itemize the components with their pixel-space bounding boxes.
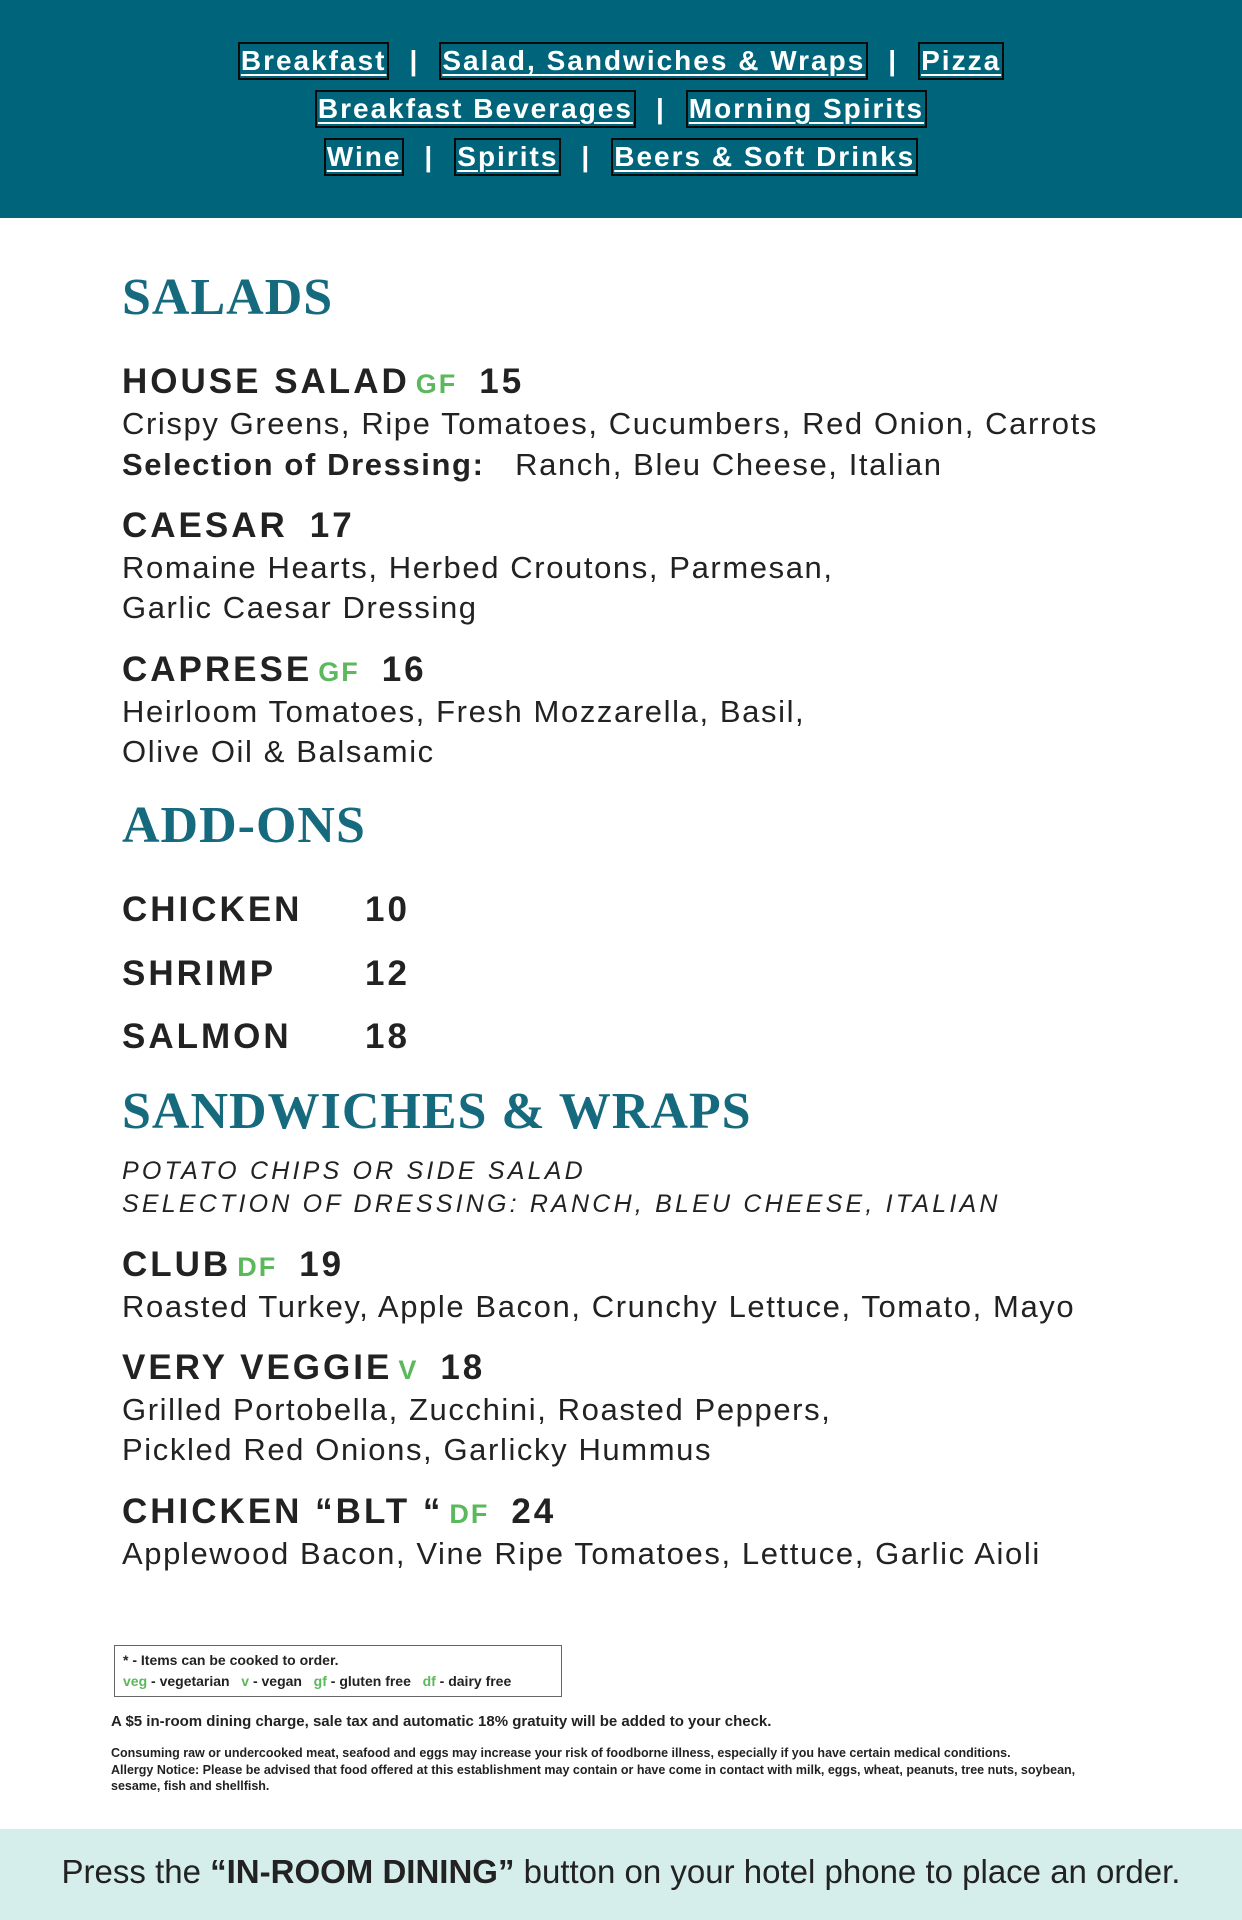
legend-code-df: df <box>422 1673 436 1689</box>
addon-price: 12 <box>365 954 410 993</box>
legend-text-df: - dairy free <box>435 1673 512 1689</box>
nav-row-1 <box>0 42 1242 80</box>
addon-name: CHICKEN <box>122 890 303 929</box>
item-price: 18 <box>440 1348 486 1387</box>
section-title-salads: SALADS <box>122 269 334 326</box>
item-price: 15 <box>479 362 525 401</box>
nav-row-3 <box>0 138 1242 176</box>
nav-link-spirits[interactable]: Spirits <box>454 138 561 176</box>
item-description: Grilled Portobella, Zucchini, Roasted Peppers, <box>122 1392 832 1427</box>
order-instructions-banner <box>0 1829 1242 1920</box>
sandwich-side-note: POTATO CHIPS OR SIDE SALAD <box>122 1157 586 1185</box>
nav-separator: | <box>655 93 666 124</box>
addon-item-shrimp <box>122 954 410 994</box>
item-name: CLUB <box>122 1245 232 1284</box>
nav-separator: | <box>424 141 435 172</box>
diet-tag-df: DF <box>237 1252 278 1282</box>
addon-name: SHRIMP <box>122 954 277 993</box>
foodborne-illness-warning: Consuming raw or undercooked meat, seafood and eggs may increase your risk of foodborne illness, especially if you have certain medical conditions. <box>111 1746 1011 1760</box>
legend-codes <box>123 1671 553 1692</box>
order-instructions-text <box>0 1853 1242 1891</box>
section-title-sandwiches-wraps: SANDWICHES & WRAPS <box>122 1083 752 1140</box>
legend-code-v: v <box>241 1673 250 1689</box>
menu-item-house-salad <box>122 362 524 402</box>
menu-item-chicken-blt <box>122 1492 556 1532</box>
diet-tag-gf: GF <box>415 369 458 399</box>
item-description: Heirloom Tomatoes, Fresh Mozzarella, Basil, <box>122 694 806 729</box>
item-description: Applewood Bacon, Vine Ripe Tomatoes, Lettuce, Garlic Aioli <box>122 1536 1041 1571</box>
dietary-legend <box>114 1645 562 1697</box>
menu-item-caprese <box>122 650 427 690</box>
allergy-notice: Allergy Notice: Please be advised that food offered at this establishment may contain or have come in contact with milk, eggs, wheat, peanuts, tree nuts, soybean, sesame, fish and shellfish. <box>111 1762 1076 1793</box>
dining-charge-notice: A $5 in-room dining charge, sale tax and automatic 18% gratuity will be added to your check. <box>111 1713 772 1730</box>
diet-tag-gf: GF <box>318 657 360 687</box>
addon-price: 10 <box>365 890 410 929</box>
nav-link-salad-sandwiches-wraps[interactable]: Salad, Sandwiches & Wraps <box>439 42 868 80</box>
item-name: VERY VEGGIE <box>122 1348 393 1387</box>
addon-item-salmon <box>122 1017 410 1057</box>
item-description: Olive Oil & Balsamic <box>122 734 435 769</box>
menu-item-club <box>122 1245 344 1285</box>
addon-price: 18 <box>365 1017 410 1056</box>
item-name: CAPRESE <box>122 650 313 689</box>
item-price: 24 <box>511 1492 557 1531</box>
dressing-selection <box>122 445 943 485</box>
item-price: 17 <box>309 506 355 545</box>
legend-text-v: - vegan <box>249 1673 302 1689</box>
item-price: 16 <box>381 650 427 689</box>
footer-emphasis: “IN-ROOM DINING” <box>210 1853 515 1890</box>
menu-item-very-veggie <box>122 1348 485 1388</box>
diet-tag-v: V <box>398 1355 419 1385</box>
item-description: Romaine Hearts, Herbed Croutons, Parmesan, <box>122 550 834 585</box>
item-name: CAESAR <box>122 506 288 545</box>
health-allergy-notice <box>111 1745 1121 1795</box>
legend-text-veg: - vegetarian <box>147 1673 230 1689</box>
legend-text-gf: - gluten free <box>326 1673 411 1689</box>
item-price: 19 <box>299 1245 345 1284</box>
sandwich-dressing-note: SELECTION OF DRESSING: RANCH, BLEU CHEESE, ITALIAN <box>122 1190 1001 1218</box>
menu-category-nav <box>0 0 1242 218</box>
item-description: Crispy Greens, Ripe Tomatoes, Cucumbers, Red Onion, Carrots <box>122 406 1098 441</box>
addon-item-chicken <box>122 890 410 930</box>
nav-link-breakfast[interactable]: Breakfast <box>238 42 390 80</box>
nav-link-wine[interactable]: Wine <box>324 138 405 176</box>
nav-row-2 <box>0 90 1242 128</box>
section-title-addons: ADD-ONS <box>122 797 366 854</box>
footer-prefix: Press the <box>61 1853 211 1890</box>
nav-separator: | <box>409 45 420 76</box>
addon-name: SALMON <box>122 1017 292 1056</box>
menu-item-caesar <box>122 506 355 546</box>
nav-link-beers-soft-drinks[interactable]: Beers & Soft Drinks <box>611 138 918 176</box>
nav-separator: | <box>888 45 899 76</box>
legend-code-veg: veg <box>123 1673 148 1689</box>
nav-link-breakfast-beverages[interactable]: Breakfast Beverages <box>315 90 636 128</box>
item-description: Pickled Red Onions, Garlicky Hummus <box>122 1432 713 1467</box>
legend-code-gf: gf <box>313 1673 327 1689</box>
nav-link-morning-spirits[interactable]: Morning Spirits <box>686 90 927 128</box>
nav-link-pizza[interactable]: Pizza <box>918 42 1004 80</box>
dressing-label: Selection of Dressing: <box>122 447 485 482</box>
item-name: HOUSE SALAD <box>122 362 410 401</box>
nav-separator: | <box>581 141 592 172</box>
item-description: Roasted Turkey, Apple Bacon, Crunchy Lettuce, Tomato, Mayo <box>122 1289 1076 1324</box>
legend-cooked-to-order: * - Items can be cooked to order. <box>123 1652 339 1668</box>
item-name: CHICKEN “BLT “ <box>122 1492 444 1531</box>
item-description: Garlic Caesar Dressing <box>122 590 478 625</box>
footer-suffix: button on your hotel phone to place an order. <box>514 1853 1181 1890</box>
dressing-values: Ranch, Bleu Cheese, Italian <box>515 447 943 482</box>
diet-tag-df: DF <box>449 1499 490 1529</box>
